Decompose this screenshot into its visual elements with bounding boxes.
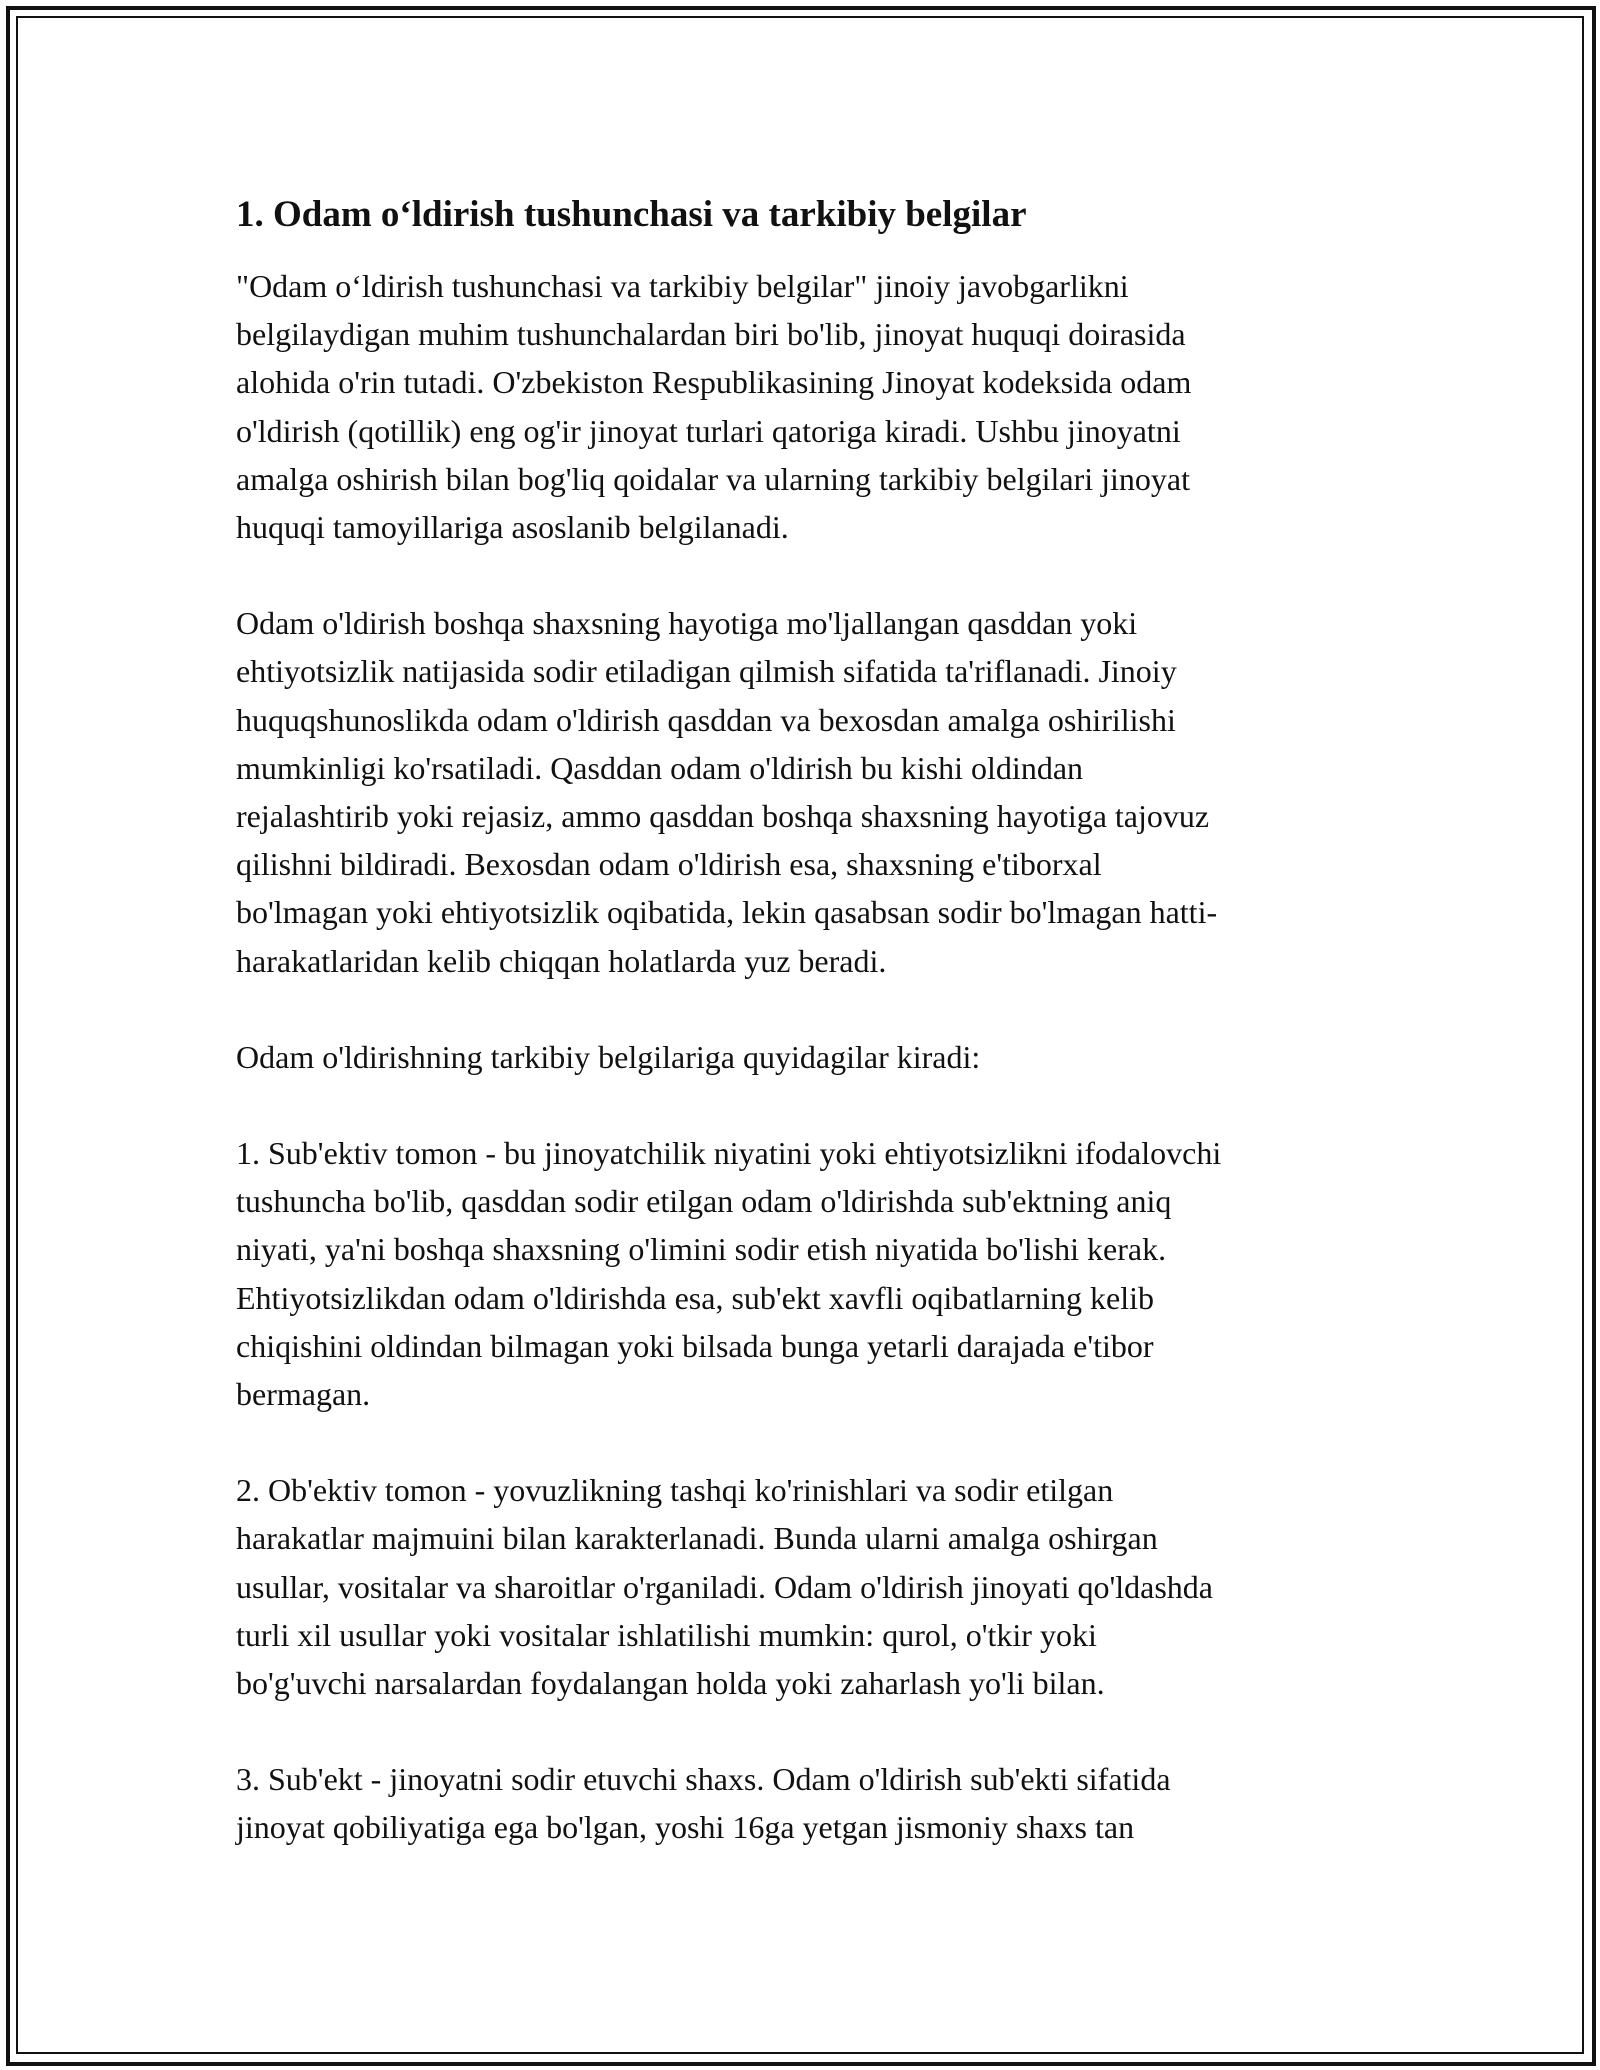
- document-heading: 1. Odam o‘ldirish tushunchasi va tarkibiy belgilar: [236, 194, 1027, 235]
- paragraph-definition: Odam o'ldirish boshqa shaxsning hayotiga mo'ljallangan qasddan yoki ehtiyotsizlik natijasida sodir etiladigan qilmish sifatida ta'riflanadi. Jinoiy huquqshunoslikda odam o'ldirish qasddan va bexosdan amalga oshirilishi mumkinligi ko'rsatiladi. Qasddan odam o'ldirish bu kishi oldindan rejalashtirib yoki rejasiz, ammo qasddan boshqa shaxsning hayotiga tajovuz qilishni bildiradi. Bexosdan odam o'ldirish esa, shaxsning e'tiborxal bo'lmagan yoki ehtiyotsizlik oqibatida, lekin qasabsan sodir bo'lmagan hatti- harakatlaridan kelib chiqqan holatlarda yuz beradi.: [236, 605, 1218, 979]
- list-item-subjective-side: 1. Sub'ektiv tomon - bu jinoyatchilik niyatini yoki ehtiyotsizlikni ifodalovchi tushuncha bo'lib, qasddan sodir etilgan odam o'ldirishda sub'ektning aniq niyati, ya'ni boshqa shaxsning o'limini sodir etish niyatida bo'lishi kerak. Ehtiyotsizlikdan odam o'ldirishda esa, sub'ekt xavfli oqibatlarning kelib chiqishini oldindan bilmagan yoki bilsada bunga yetarli darajada e'tibor bermagan.: [236, 1135, 1222, 1413]
- list-item-objective-side: 2. Ob'ektiv tomon - yovuzlikning tashqi ko'rinishlari va sodir etilgan harakatlar majmuini bilan karakterlanadi. Bunda ularni amalga oshirgan usullar, vositalar va sharoitlar o'rganiladi. Odam o'ldirish jinoyati qo'ldashda turli xil usullar yoki vositalar ishlatilishi mumkin: qurol, o'tkir yoki bo'g'uvchi narsalardan foydalangan holda yoki zaharlash yo'li bilan.: [236, 1472, 1213, 1702]
- paragraph-intro: "Odam o‘ldirish tushunchasi va tarkibiy belgilar" jinoiy javobgarlikni belgilaydigan muhim tushunchalardan biri bo'lib, jinoyat huquqi doirasida alohida o'rin tutadi. O'zbekiston Respublikasining Jinoyat kodeksida odam o'ldirish (qotillik) eng og'ir jinoyat turlari qatoriga kiradi. Ushbu jinoyatni amalga oshirish bilan bog'liq qoidalar va ularning tarkibiy belgilari jinoyat huquqi tamoyillariga asoslanib belgilanadi.: [236, 268, 1192, 546]
- list-item-subject: 3. Sub'ekt - jinoyatni sodir etuvchi shaxs. Odam o'ldirish sub'ekti sifatida jinoyat qobiliyatiga ega bo'lgan, yoshi 16ga yetgan jismoniy shaxs tan: [236, 1761, 1171, 1846]
- document-body: [236, 190, 1376, 1900]
- paragraph-list-intro: Odam o'ldirishning tarkibiy belgilariga quyidagilar kiradi:: [236, 1038, 981, 1075]
